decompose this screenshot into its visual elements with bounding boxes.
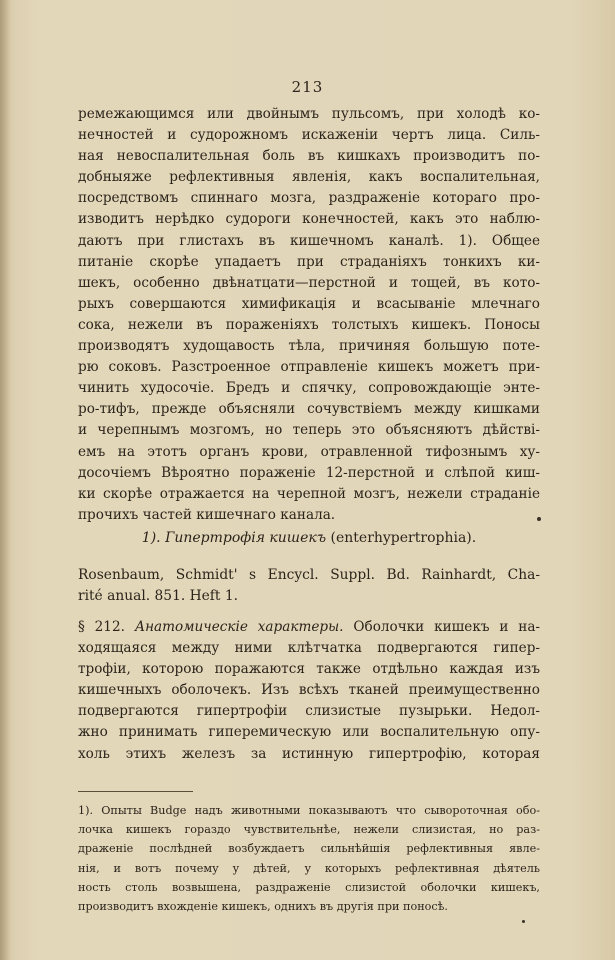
footnote-line: драженіе послѣдней возбуждаетъ сильнѣйшія рефлективныя явле- — [78, 842, 540, 856]
text-line: досочіемъ Вѣроятно пораженіе 12-перстной и слѣпой киш- — [78, 464, 540, 481]
text-line: чинить худосочіе. Бредъ и спячку, сопровождающіе энте- — [78, 380, 540, 397]
body-paragraph — [78, 104, 540, 526]
section-marker: § 212. — [78, 619, 125, 635]
subsection-heading — [78, 530, 540, 546]
reference-line: rité anual. 851. Heft 1. — [78, 588, 239, 604]
text-line: питаніе скорѣе упадаетъ при страданіяхъ тонкихъ ки- — [78, 253, 540, 270]
footnote-line: лочка кишекъ гораздо чувствительнѣе, нежели слизистая, но раз- — [78, 823, 540, 837]
text-line: трофіи, которою поражаются также отдѣльно каждая изъ — [78, 661, 540, 678]
text-line: емъ на этотъ органъ крови, отравленной тифознымъ ху- — [78, 443, 540, 460]
footnote-line: производитъ вхожденіе кишекъ, однихъ въ другія при поносѣ. — [78, 900, 448, 914]
section-title: Анатомическіе характеры. — [134, 619, 344, 635]
ink-speck — [522, 920, 525, 923]
text-line: жно принимать гиперемическую или воспалительную опу- — [78, 724, 540, 741]
page-number: 213 — [291, 78, 324, 96]
footnote-rule — [78, 791, 193, 792]
footnote-line: нія, и вотъ почему у дѣтей, у которыхъ рефлективная дѣятель — [78, 861, 540, 875]
text-line: холь этихъ железъ за истинную гипертрофію, которая — [78, 745, 540, 762]
text-line: изводитъ нерѣдко судороги конечностей, какъ это наблю- — [78, 211, 540, 228]
section-first-line — [78, 617, 540, 638]
text-line: ро-тифъ, прежде объясняли сочувствіемъ между кишками — [78, 401, 540, 418]
heading-number: 1). — [141, 530, 161, 546]
footnote-line: ность столь возвышена, раздраженіе слизистой оболочки кишекъ, — [78, 880, 540, 894]
text-line: добныяже рефлективныя явленія, какъ воспалительная, — [78, 169, 540, 186]
reference-line: Rosenbaum, Schmidt' s Encycl. Suppl. Bd. Rainhardt, Cha- — [78, 567, 540, 583]
text-line: ходящаяся между ними клѣтчатка подвергаются гипер- — [78, 640, 540, 657]
text-line: производятъ худощавость тѣла, причиняя большую поте- — [78, 338, 540, 355]
ink-speck — [537, 517, 541, 521]
text-line: ремежающимся или двойнымъ пульсомъ, при холодѣ ко- — [78, 106, 540, 122]
text-line: ная невоспалительная боль въ кишкахъ производитъ по- — [78, 148, 540, 165]
text-line: посредствомъ спиннаго мозга, раздраженіе котораго про- — [78, 190, 540, 207]
text-line: шекъ, особенно двѣнатцати—перстной и тощей, въ кото- — [78, 274, 540, 291]
text-line: даютъ при глистахъ въ кишечномъ каналѣ. 1). Общее — [78, 232, 540, 249]
heading-title: Гипертрофія кишекъ — [165, 530, 327, 546]
heading-latin: (enterhypertrophia). — [330, 530, 477, 546]
footnote-line: 1). Опыты Budge надъ животными показываютъ что сывороточная обо- — [78, 804, 540, 817]
section-paragraph — [78, 617, 540, 765]
section-first-line-text: Оболочки кишекъ и на- — [353, 619, 541, 635]
text-line: и черепнымъ мозгомъ, но теперь это объясняютъ дѣйствi- — [78, 422, 540, 439]
text-line: прочихъ частей кишечнаго канала. — [78, 506, 336, 523]
text-line: нечностей и судорожномъ искаженіи чертъ лица. Силь- — [78, 127, 540, 144]
text-line: кишечныхъ оболочекъ. Изъ всѣхъ тканей преимущественно — [78, 682, 540, 699]
text-line: сока, нежели въ пораженіяхъ толстыхъ кишекъ. Поносы — [78, 316, 540, 333]
reference-block — [78, 565, 540, 607]
text-line: рю соковъ. Разстроенное отправленіе кишекъ можетъ при- — [78, 359, 540, 376]
text-line: рыхъ совершаются химификація и всасываніе млечнаго — [78, 295, 540, 312]
footnote — [78, 801, 540, 916]
binding-shadow — [0, 0, 10, 960]
text-line: ки скорѣе отражается на черепной мозгъ, нежели страданіе — [78, 485, 540, 502]
text-line: подвергаются гипертрофіи слизистые пузырьки. Недол- — [78, 703, 540, 720]
